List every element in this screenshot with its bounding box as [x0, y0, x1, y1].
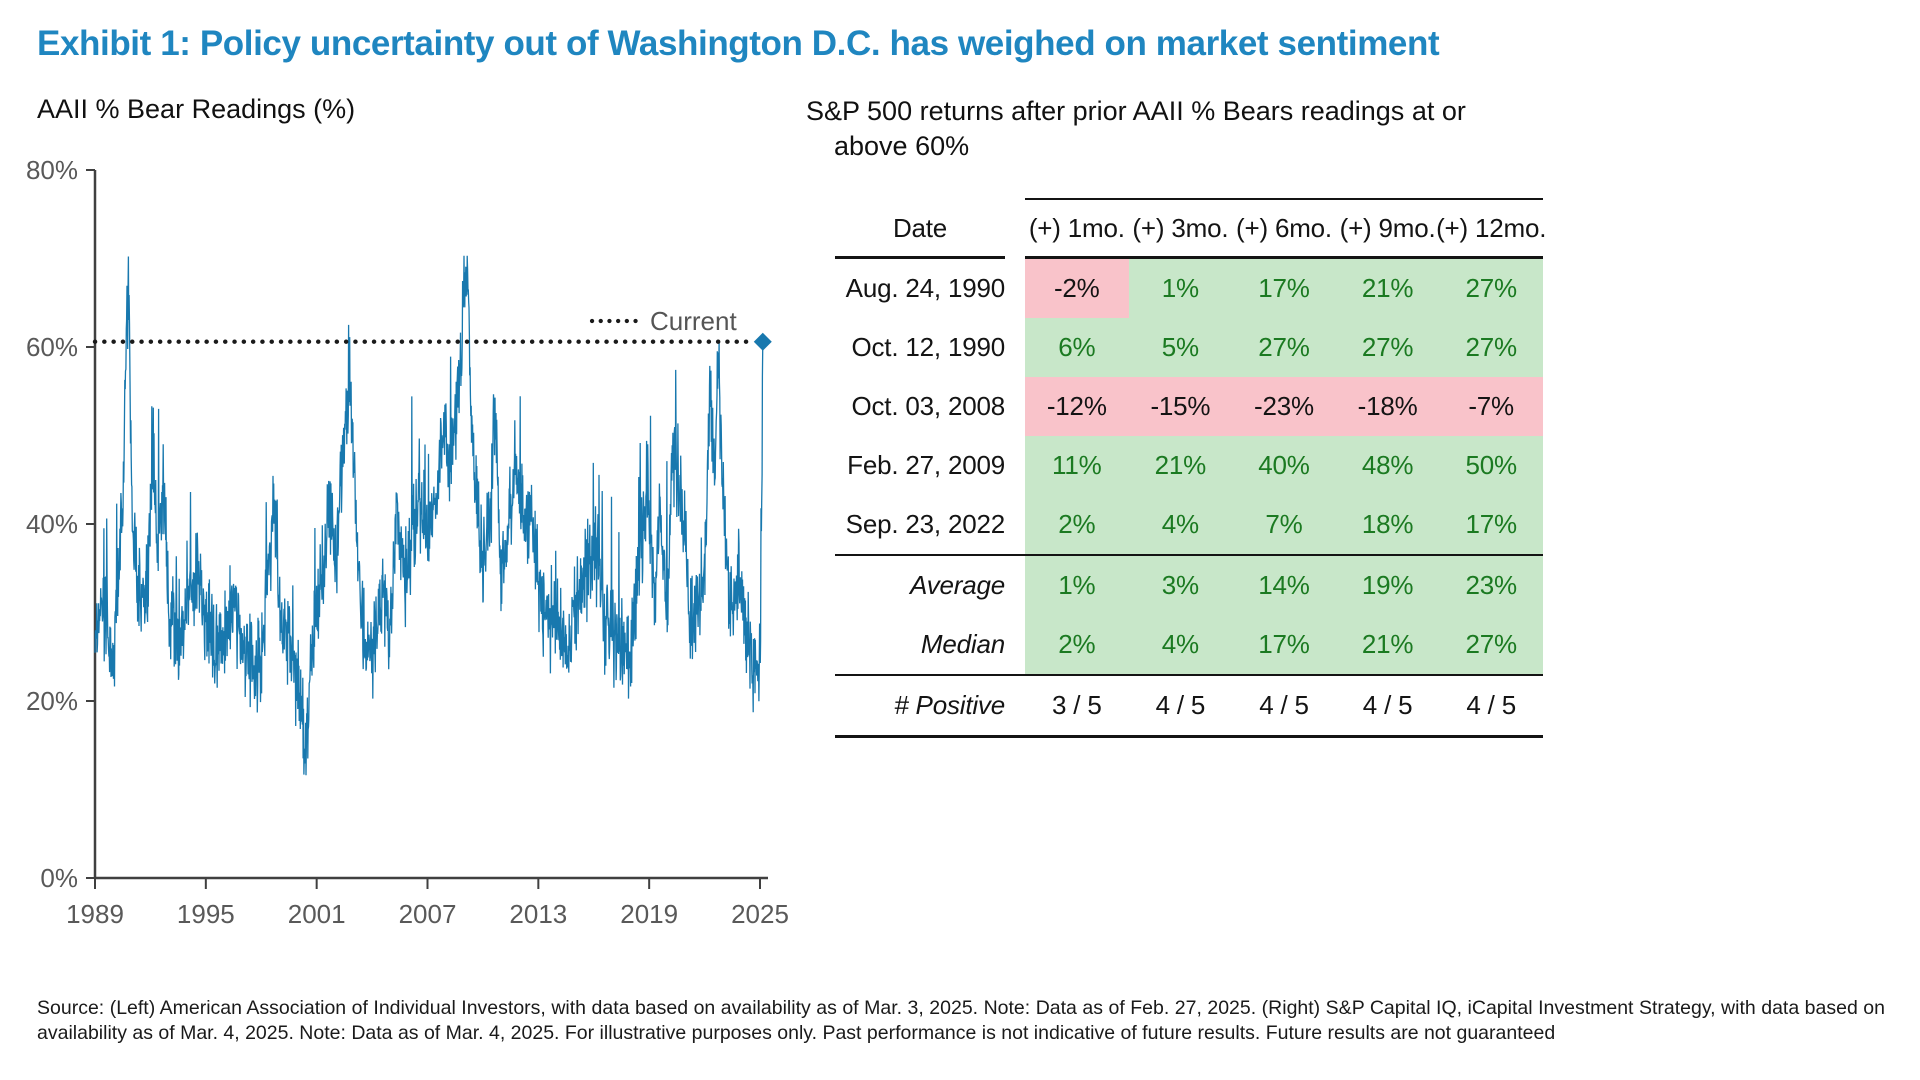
- table-cell: 40%: [1232, 436, 1336, 495]
- header-underline-date: [835, 256, 1005, 259]
- table-cell: 1%: [1129, 259, 1233, 318]
- left-chart-title: AAII % Bear Readings (%): [37, 94, 356, 124]
- table-cell: 18%: [1336, 495, 1440, 554]
- table-cell: -2%: [1025, 259, 1129, 318]
- row-label: Average: [910, 570, 1005, 600]
- x-tick-label: 2025: [731, 899, 789, 929]
- table-cell: 14%: [1232, 556, 1336, 615]
- table-cell: -23%: [1232, 377, 1336, 436]
- table-row: [835, 318, 1543, 377]
- column-header: (+) 9mo.: [1339, 212, 1436, 243]
- current-diamond-marker: [754, 333, 772, 351]
- table-cell: 11%: [1025, 436, 1129, 495]
- table-cell: 17%: [1439, 495, 1543, 554]
- summary-row: [835, 615, 1543, 674]
- x-tick-label: 2001: [287, 899, 346, 929]
- row-label: Oct. 12, 1990: [851, 332, 1005, 362]
- table-cell: -15%: [1129, 377, 1233, 436]
- column-header-date: Date: [892, 212, 948, 243]
- table-row: [835, 495, 1543, 554]
- table-cell: 2%: [1025, 615, 1129, 674]
- x-tick-label: 2013: [509, 899, 568, 929]
- table-row: [835, 436, 1543, 495]
- y-tick-label: 60%: [25, 332, 78, 362]
- table-cell: 21%: [1336, 615, 1440, 674]
- column-header: (+) 6mo.: [1236, 212, 1332, 243]
- row-label: Median: [920, 629, 1005, 659]
- row-label: Oct. 03, 2008: [851, 391, 1005, 421]
- table-cell: -7%: [1439, 377, 1543, 436]
- table-cell: 48%: [1336, 436, 1440, 495]
- table-cell: 4 / 5: [1362, 690, 1413, 720]
- x-tick-label: 1989: [66, 899, 124, 929]
- table-cell: 27%: [1232, 318, 1336, 377]
- table-row: [835, 259, 1543, 318]
- table-header-row: [835, 200, 1547, 256]
- table-cell: 4 / 5: [1259, 690, 1309, 720]
- table-cell: -18%: [1336, 377, 1440, 436]
- x-tick-label: 1995: [176, 899, 235, 929]
- row-label: # Positive: [894, 690, 1005, 720]
- table-cell: 2%: [1025, 495, 1129, 554]
- column-header: (+) 12mo.: [1436, 212, 1547, 243]
- table-cell: 21%: [1336, 259, 1440, 318]
- table-cell: 6%: [1025, 318, 1129, 377]
- table-cell: 27%: [1336, 318, 1440, 377]
- aaii-bear-readings-chart: [20, 150, 820, 980]
- row-label: Sep. 23, 2022: [845, 509, 1005, 539]
- table-cell: -12%: [1025, 377, 1129, 436]
- positive-count-row: [835, 676, 1543, 735]
- x-tick-label: 2019: [620, 899, 679, 929]
- table-cell: 17%: [1232, 615, 1336, 674]
- right-table-title-line1: S&P 500 returns after prior AAII % Bears readings at or: [806, 96, 1466, 126]
- table-cell: 1%: [1025, 556, 1129, 615]
- column-header: (+) 1mo.: [1028, 212, 1125, 243]
- y-tick-label: 0%: [40, 863, 78, 893]
- table-cell: 4 / 5: [1466, 690, 1516, 720]
- y-tick-label: 40%: [25, 509, 78, 539]
- y-tick-label: 80%: [25, 155, 78, 185]
- table-cell: 21%: [1129, 436, 1233, 495]
- table-cell: 4%: [1129, 495, 1233, 554]
- table-row: [835, 377, 1543, 436]
- table-cell: 27%: [1439, 615, 1543, 674]
- page-title: Exhibit 1: Policy uncertainty out of Washington D.C. has weighed on market sentiment: [37, 24, 1440, 63]
- table-cell: 3 / 5: [1052, 690, 1102, 720]
- right-table-title: [806, 94, 1466, 164]
- column-gutter: [1005, 256, 1025, 259]
- table-cell: 50%: [1439, 436, 1543, 495]
- table-cell: 17%: [1232, 259, 1336, 318]
- y-tick-label: 20%: [25, 686, 78, 716]
- table-cell: 23%: [1439, 556, 1543, 615]
- column-header: (+) 3mo.: [1132, 212, 1229, 243]
- table-bottom-border: [835, 735, 1543, 738]
- source-footnote: Source: (Left) American Association of Individual Investors, with data based on availability as of Mar. 3, 2025. Note: Data as of Feb. 27, 2025. (Right) S&P Capital IQ, iCapital Investment Strategy, with data based on availability as of Mar. 4, 2025. Note: Data as of Mar. 4, 2025. For illustrative purposes only. Past performance is not indicative of future results. Future results are not guaranteed: [37, 997, 1885, 1044]
- table-cell: 4%: [1129, 615, 1233, 674]
- table-cell: 27%: [1439, 318, 1543, 377]
- table-cell: 3%: [1129, 556, 1233, 615]
- summary-row: [835, 556, 1543, 615]
- table-cell: 5%: [1129, 318, 1233, 377]
- table-cell: 4 / 5: [1155, 690, 1206, 720]
- legend-label: Current: [650, 306, 737, 336]
- right-table-title-line2: above 60%: [834, 131, 970, 161]
- returns-table: [835, 198, 1547, 738]
- table-cell: 19%: [1336, 556, 1440, 615]
- row-label: Feb. 27, 2009: [847, 450, 1005, 480]
- table-cell: 7%: [1232, 495, 1336, 554]
- table-cell: 27%: [1439, 259, 1543, 318]
- row-label: Aug. 24, 1990: [845, 273, 1005, 303]
- x-tick-label: 2007: [398, 899, 457, 929]
